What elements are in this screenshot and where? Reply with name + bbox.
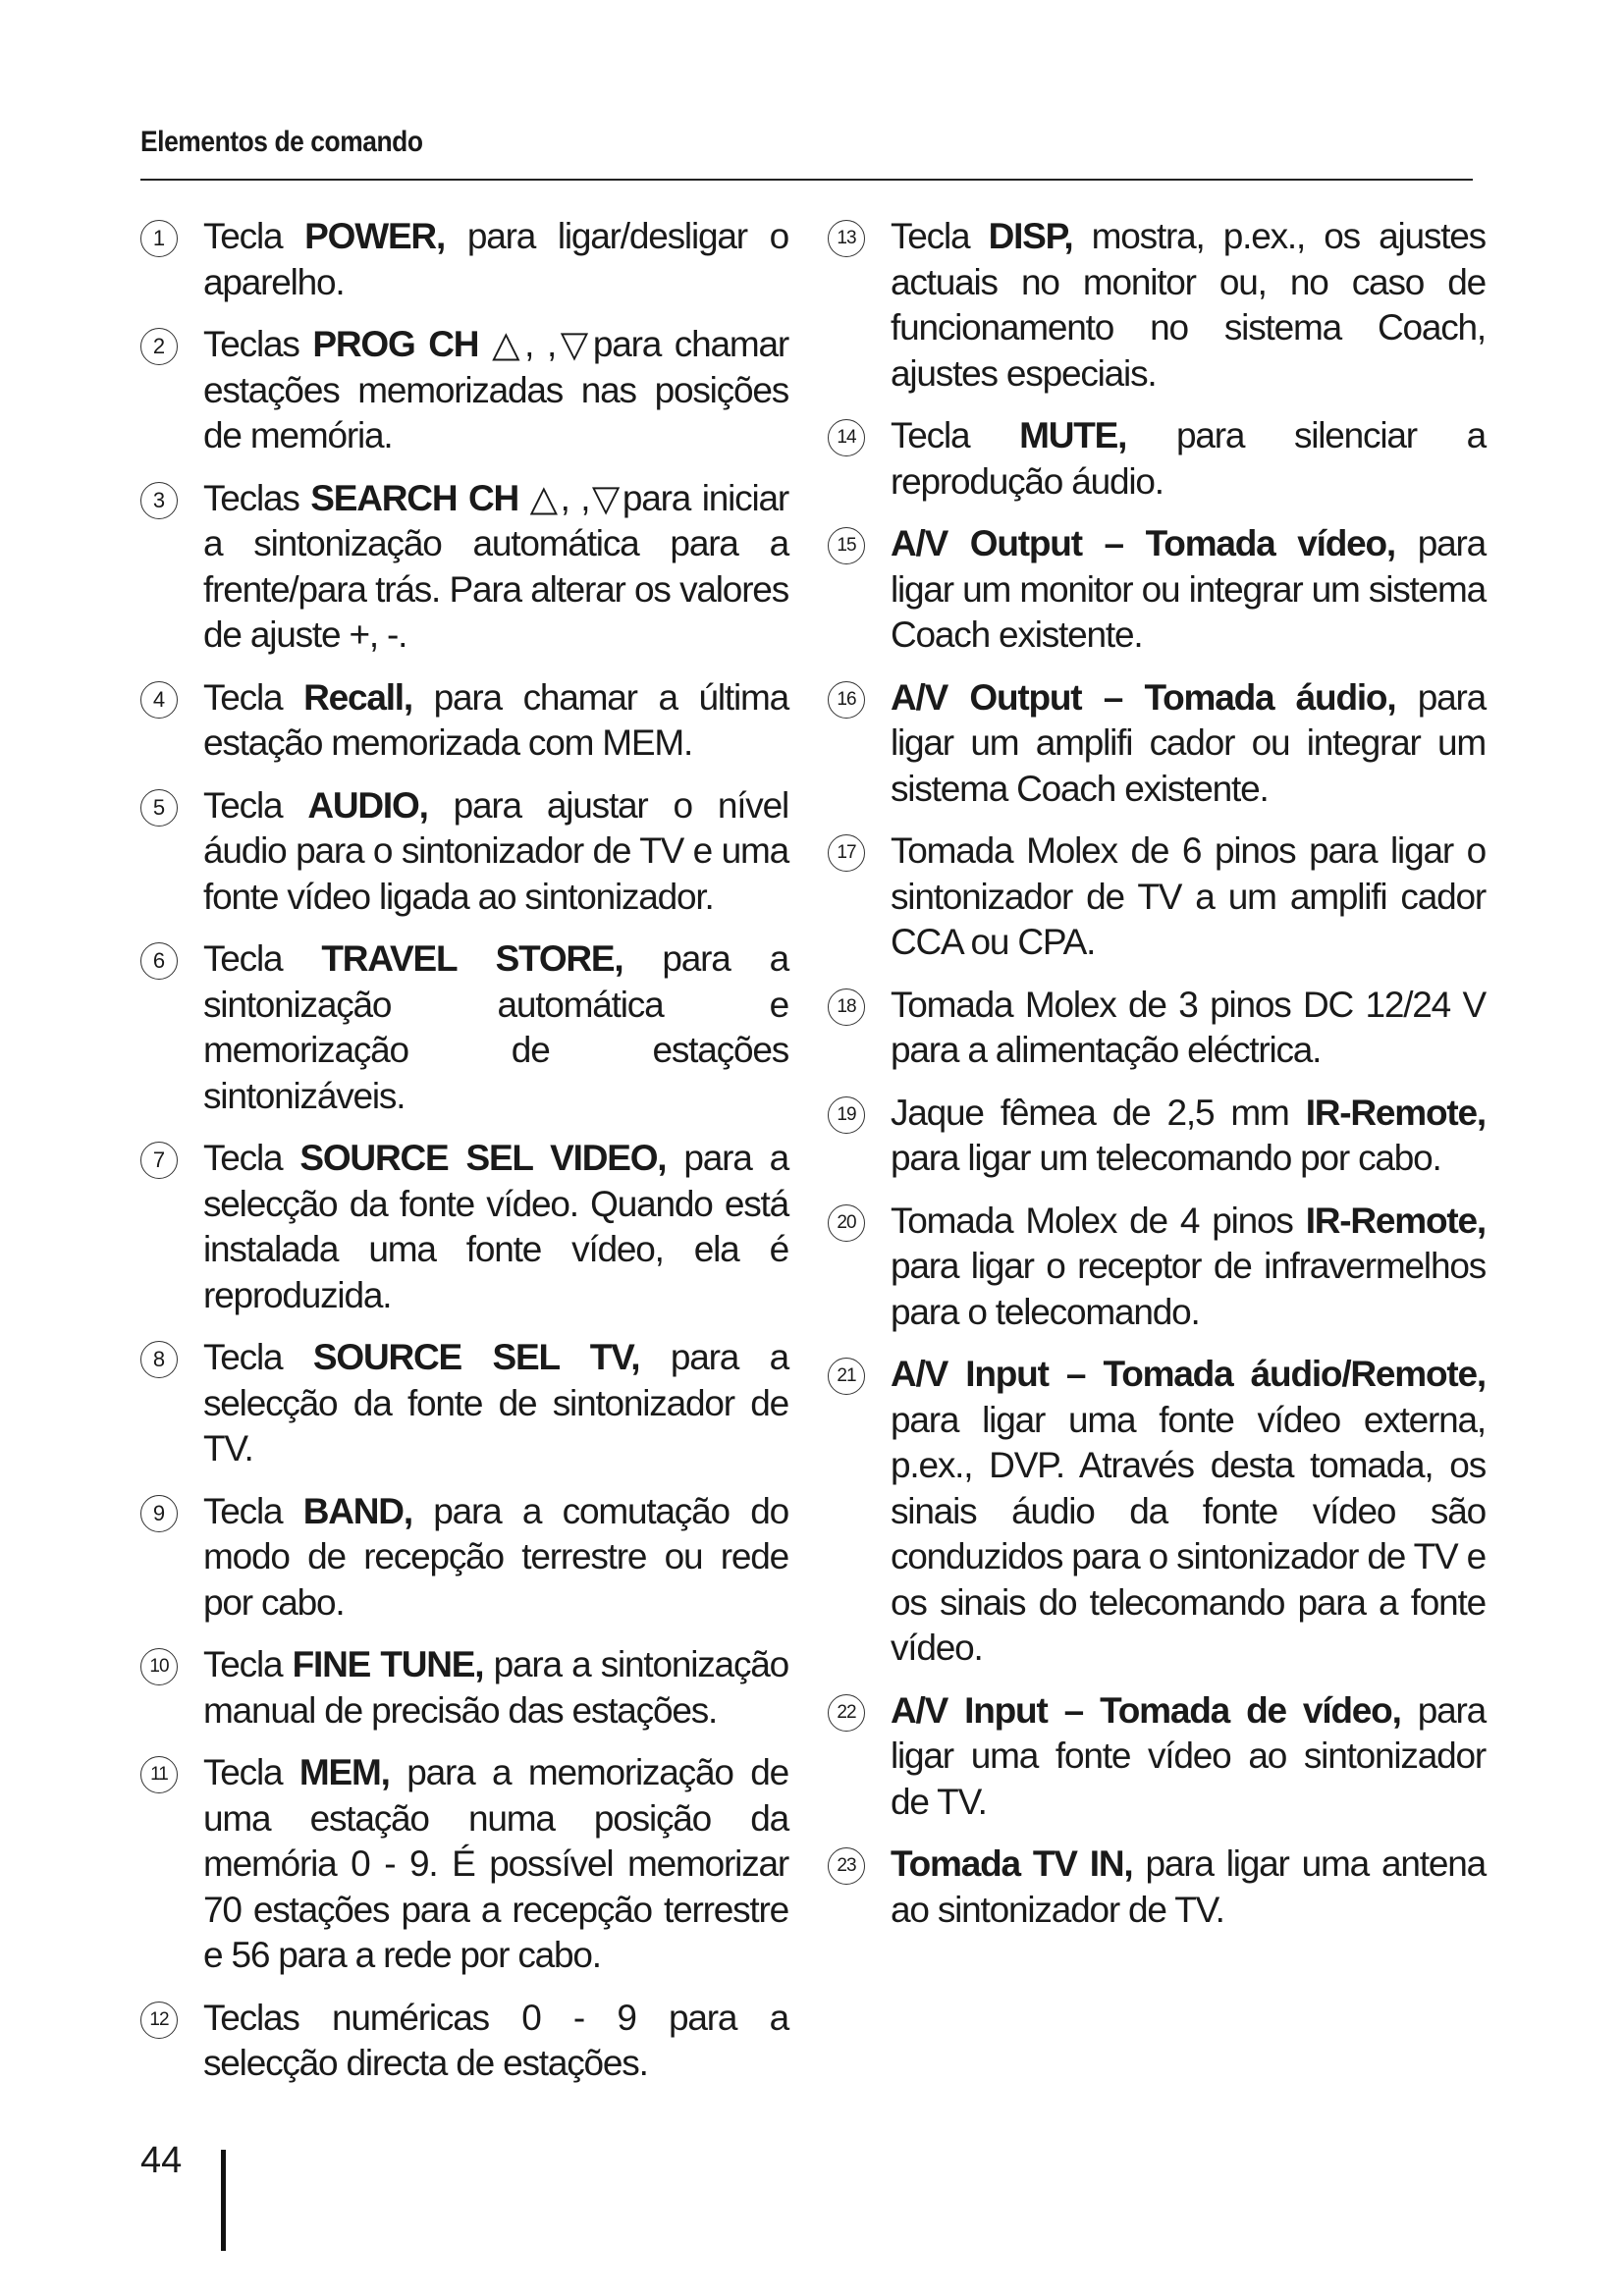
item-bold-text: FINE TUNE, [292, 1644, 484, 1684]
left-column [140, 214, 788, 2087]
item-text: para ligar um amplifi cador ou integrar um sistema Coach existente. [891, 676, 1486, 809]
page-number: 44 [140, 2140, 183, 2181]
item-text: Tecla [203, 1752, 299, 1792]
item-text: para ligar uma fonte vídeo ao sintonizador de TV. [891, 1689, 1486, 1822]
list-item [140, 1136, 788, 1318]
list-item [140, 322, 788, 459]
item-text: Jaque fêmea de 2,5 mm [891, 1092, 1306, 1133]
item-text: Tecla [203, 938, 322, 979]
list-item [828, 983, 1486, 1074]
list-item [828, 214, 1486, 397]
list-item [828, 521, 1486, 659]
list-item [828, 1352, 1486, 1672]
list-item [140, 1489, 788, 1627]
item-number-badge: 18 [828, 988, 865, 1026]
triangle-down-icon: ▽ [556, 323, 593, 365]
list-item [140, 1996, 788, 2087]
item-bold-text: BAND, [302, 1490, 412, 1531]
item-bold-text: MEM, [298, 1752, 390, 1792]
item-bold-text: A/V Output – Tomada vídeo, [891, 523, 1396, 563]
item-text: Tomada Molex de 3 pinos DC 12/24 V para a alimentação eléctrica. [891, 984, 1486, 1070]
item-number-badge: 19 [828, 1096, 865, 1134]
list-item [828, 1091, 1486, 1182]
item-number-badge: 4 [140, 681, 178, 719]
item-bold-text: SOURCE SEL VIDEO, [299, 1138, 667, 1178]
item-text: para a sintonização automática e memorização de estações sintonizáveis. [203, 938, 788, 1116]
item-text: Tecla [203, 676, 304, 718]
list-item [828, 1199, 1486, 1336]
item-text: para a selecção da fonte vídeo. Quando está instalada uma fonte vídeo, ela é reproduzida. [203, 1138, 788, 1315]
item-number-badge: 10 [140, 1648, 178, 1685]
item-number-badge: 11 [140, 1756, 178, 1793]
list-item [828, 1842, 1486, 1933]
item-number-badge: 1 [140, 220, 178, 257]
item-number-badge: 3 [140, 482, 178, 519]
triangle-down-icon: ▽ [589, 476, 623, 519]
item-bold-text: POWER, [304, 216, 446, 256]
item-text: para iniciar a sintonização automática para a frente/para trás. Para alterar os valores de ajuste +, -. [203, 477, 788, 655]
list-item [140, 476, 788, 659]
item-number-badge: 15 [828, 527, 865, 564]
item-bold-text: PROG CH [312, 324, 493, 364]
list-item [140, 936, 788, 1119]
item-bold-text: SEARCH CH [310, 477, 530, 518]
item-text: para ligar um telecomando por cabo. [891, 1138, 1441, 1178]
item-bold-text: Tomada TV IN, [891, 1843, 1133, 1884]
item-text: para a comutação do modo de recepção terrestre ou rede por cabo. [203, 1490, 788, 1623]
triangle-up-icon: △ [529, 476, 561, 519]
list-item [140, 783, 788, 921]
item-bold-text: Recall, [303, 676, 412, 718]
item-text: Tomada Molex de 6 pinos para ligar o sintonizador de TV a um amplifi cador CCA ou CPA. [891, 830, 1486, 962]
item-text: para chamar a última estação memorizada com MEM. [203, 676, 788, 763]
list-item [140, 214, 788, 305]
item-number-badge: 7 [140, 1142, 178, 1179]
list-item [828, 413, 1486, 505]
item-text: para ligar uma antena ao sintonizador de TV. [891, 1843, 1486, 1930]
item-text: Tomada Molex de 4 pinos [891, 1200, 1306, 1241]
list-item [140, 675, 788, 767]
item-text: para chamar estações memorizadas nas posições de memória. [203, 324, 788, 455]
item-number-badge: 9 [140, 1495, 178, 1532]
item-number-badge: 13 [828, 220, 865, 257]
header-rule [140, 179, 1473, 181]
list-item [828, 828, 1486, 966]
item-bold-text: AUDIO, [307, 784, 428, 826]
item-text: Tecla [203, 1138, 300, 1178]
item-text: para a memorização de uma estação numa posição da memória 0 - 9. É possível memorizar 70 estações para a recepção terrestre e 56 para a rede por cabo. [203, 1752, 788, 1975]
item-text: Tecla [891, 415, 1020, 455]
item-number-badge: 23 [828, 1847, 865, 1885]
item-text: para ligar um monitor ou integrar um sistema Coach existente. [891, 523, 1486, 655]
item-bold-text: SOURCE SEL TV, [312, 1337, 640, 1377]
item-bold-text: DISP, [988, 216, 1073, 256]
item-bold-text: MUTE, [1019, 415, 1127, 455]
item-text: , , [560, 477, 590, 518]
item-number-badge: 8 [140, 1341, 178, 1378]
item-number-badge: 12 [140, 2002, 178, 2039]
item-text: mostra, p.ex., os ajustes actuais no monitor ou, no caso de funcionamento no sistema Coach, ajustes especiais. [891, 216, 1486, 394]
list-item [828, 1688, 1486, 1826]
item-number-badge: 6 [140, 942, 178, 980]
item-bold-text: A/V Input – Tomada áudio/Remote, [891, 1354, 1486, 1394]
item-text: para ligar uma fonte vídeo externa, p.ex., DVP. Através desta tomada, os sinais áudio da fonte vídeo são conduzidos para o sintonizador de TV e os sinais do telecomando para a fonte vídeo. [891, 1399, 1486, 1668]
item-text: para a selecção da fonte de sintonizador de TV. [203, 1337, 788, 1468]
item-text: Tecla [203, 1337, 313, 1377]
item-number-badge: 22 [828, 1694, 865, 1732]
item-number-badge: 21 [828, 1358, 865, 1395]
item-bold-text: IR-Remote, [1305, 1092, 1486, 1133]
item-text: Tecla [891, 216, 989, 256]
item-text: para ajustar o nível áudio para o sintonizador de TV e uma fonte vídeo ligada ao sintonizador. [203, 784, 788, 917]
item-bold-text: A/V Output – Tomada áudio, [891, 676, 1396, 718]
item-text: Tecla [203, 1490, 303, 1531]
item-number-badge: 2 [140, 328, 178, 365]
item-number-badge: 20 [828, 1204, 865, 1242]
item-text: Tecla [203, 1644, 293, 1684]
item-bold-text: TRAVEL STORE, [321, 938, 623, 979]
list-item [140, 1642, 788, 1734]
item-number-badge: 5 [140, 789, 178, 827]
item-number-badge: 14 [828, 419, 865, 456]
item-bold-text: A/V Input – Tomada de vídeo, [891, 1689, 1401, 1731]
page-number-bar [221, 2150, 226, 2251]
item-bold-text: IR-Remote, [1305, 1200, 1486, 1241]
item-number-badge: 17 [828, 834, 865, 872]
item-number-badge: 16 [828, 681, 865, 719]
item-text: para ligar/desligar o aparelho. [203, 216, 788, 302]
item-text: Tecla [203, 784, 308, 826]
list-item [140, 1750, 788, 1979]
page-header: Elementos de comando [140, 126, 423, 158]
triangle-up-icon: △ [492, 323, 525, 365]
item-text: para silenciar a reprodução áudio. [891, 415, 1486, 502]
list-item [140, 1335, 788, 1472]
item-text: para a sintonização manual de precisão das estações. [203, 1644, 788, 1731]
item-text: Teclas [203, 324, 313, 364]
right-column [828, 214, 1486, 1933]
list-item [828, 675, 1486, 813]
item-text: Teclas [203, 477, 311, 518]
item-text: para ligar o receptor de infravermelhos para o telecomando. [891, 1246, 1486, 1332]
item-text: , , [524, 324, 557, 364]
item-text: Teclas numéricas 0 - 9 para a selecção directa de estações. [203, 1997, 788, 2083]
item-text: Tecla [203, 216, 305, 256]
